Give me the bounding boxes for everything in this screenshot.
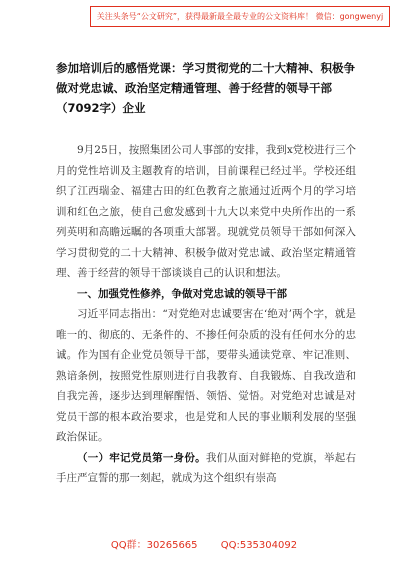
document-title: 参加培训后的感悟党课：学习贯彻党的二十大精神、积极争做对党忠诚、政治坚定精通管理、善于经营的领导干部（7092字）企业 — [56, 61, 355, 115]
page-footer — [0, 536, 408, 551]
paragraph-subsection-1 — [56, 448, 356, 489]
paragraph-intro: 9月25日，按照集团公司人事部的安排，我到x党校进行三个月的党性培训及主题教育的培训，目前课程已经过半。学校还组织了江西瑞金、福建古田的红色教育之旅通过近两个月的学习培训和红色之旅，使自己愈发感到十九大以来党中央所作出的一系列英明和高瞻远瞩的各项重大部署。现就党员领导干部如何深入学习贯彻党的二十大精神、积极争做对党忠诚、政治坚定精通管理、善于经营的领导干部谈谈自己的认识和想法。 — [56, 144, 356, 279]
promo-banner: 关注头条号“公文研究”，获得最新最全最专业的公文资料库！ 微信：gongwenyj — [90, 6, 390, 27]
paragraph-quote: 习近平同志指出：“对党绝对忠诚要害在‘绝对’两个字，就是唯一的、彻底的、无条件的、不掺任何杂质的没有任何水分的忠诚。作为国有企业党员领导干部，要带头通读党章、牢记准则、熟谙条例，按照党性原则进行自我教育、自我锻炼、自我改造和自我完善，逐步达到理解醒悟、领悟、觉悟。对党绝对忠诚是对党员干部的根本政治要求，也是党和人民的事业顺利发展的坚强政治保证。 — [56, 308, 356, 443]
footer-qq: QQ:535304092 — [220, 540, 298, 551]
subsection-text: 我们从面对鲜艳的党旗，举起右手庄严宣誓的那一刻起，就成为这个组织有崇高 — [56, 451, 357, 484]
subsection-label: （一）牢记党员第一身份。 — [77, 451, 206, 464]
footer-qq-group: QQ群：30265665 — [110, 540, 198, 551]
section-heading-1: 一、加强党性修养，争做对党忠诚的领导干部 — [77, 287, 287, 300]
document-body — [56, 140, 356, 489]
